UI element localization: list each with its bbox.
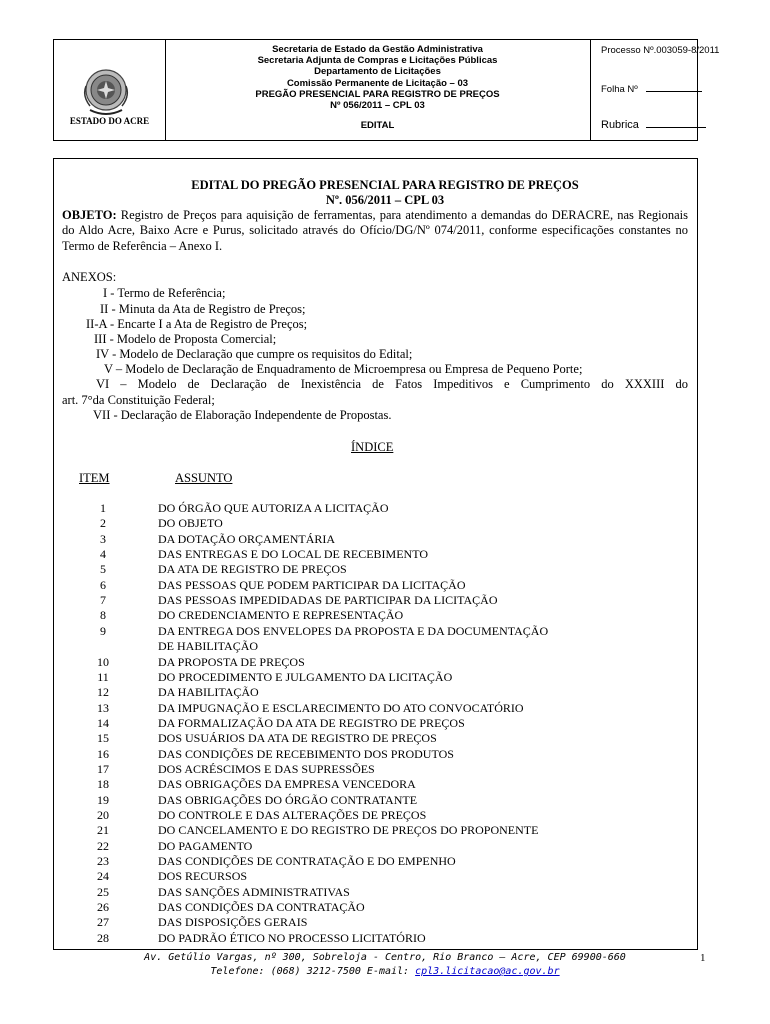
anexo-item: I - Termo de Referência; (103, 286, 226, 300)
index-item-number: 21 (97, 823, 109, 838)
state-name: ESTADO DO ACRE (69, 116, 150, 126)
index-item-number: 25 (97, 884, 109, 899)
objeto-text: Registro de Preços para aquisição de ferramentas, para atendimento a demandas do DERACRE, nas Regionais do Aldo Acre, Baixo Acre e Purus, solicitado através do Ofício/DG/Nº 074/2011, conforme especificações constantes no Termo de Referência – Anexo I. (62, 208, 688, 253)
index-item-subject: DO ÓRGÃO QUE AUTORIZA A LICITAÇÃO (158, 501, 389, 515)
objeto-label: OBJETO: (62, 208, 117, 222)
anexo-item: art. 7°da Constituição Federal; (62, 393, 215, 407)
anexo-item: VII - Declaração de Elaboração Independente de Propostas. (93, 408, 392, 422)
folha-label: Folha Nº (601, 84, 638, 95)
anexos-heading: ANEXOS: (62, 270, 117, 284)
index-item-number: 9 (100, 623, 106, 638)
rubrica-label: Rubrica (601, 119, 639, 131)
col-item-header: ITEM (79, 471, 110, 485)
index-item-subject: DOS USUÁRIOS DA ATA DE REGISTRO DE PREÇOS (158, 731, 437, 746)
header-line-1: Secretaria de Estado da Gestão Administrativa (272, 44, 483, 55)
index-item-subject: DO CANCELAMENTO E DO REGISTRO DE PREÇOS DO PROPONENTE (158, 823, 539, 838)
index-item-number: 7 (100, 593, 106, 608)
objeto-paragraph (62, 208, 688, 254)
index-item-number: 3 (100, 531, 106, 546)
index-item-subject: DO PAGAMENTO (158, 838, 253, 853)
folha-field (601, 82, 702, 95)
index-item-number: 26 (97, 900, 109, 915)
index-item-subject: DO PROCEDIMENTO E JULGAMENTO DA LICITAÇÃO (158, 669, 453, 684)
index-item-number: 11 (97, 669, 109, 684)
index-item-subject: DA ENTREGA DOS ENVELOPES DA PROPOSTA E DA DOCUMENTAÇÃO (158, 623, 549, 638)
col-assunto-header: ASSUNTO (175, 471, 233, 485)
anexo-item: III - Modelo de Proposta Comercial; (94, 332, 277, 346)
index-item-number: 18 (97, 777, 109, 792)
index-item-subject: DAS SANÇÕES ADMINISTRATIVAS (158, 884, 350, 899)
index-item-subject: DAS OBRIGAÇÕES DA EMPRESA VENCEDORA (158, 777, 416, 792)
index-item-number: 5 (100, 562, 106, 577)
index-item-number: 12 (97, 685, 109, 700)
index-item-number: 23 (97, 854, 109, 869)
index-item-subject: DA HABILITAÇÃO (158, 685, 259, 700)
index-item-number: 17 (97, 761, 109, 776)
index-item-number: 8 (100, 608, 106, 623)
institution-cell (165, 40, 591, 140)
index-item-subject: DA PROPOSTA DE PREÇOS (158, 654, 305, 669)
index-item-number: 13 (97, 700, 109, 715)
page-number: 1 (700, 952, 706, 964)
edital-title: EDITAL DO PREGÃO PRESENCIAL PARA REGISTRO DE PREÇOS (191, 178, 579, 192)
index-item-subject: DAS OBRIGAÇÕES DO ÓRGÃO CONTRATANTE (158, 792, 418, 807)
edital-number: Nº. 056/2011 – CPL 03 (325, 193, 445, 207)
header-line-3: Departamento de Licitações (314, 66, 441, 77)
index-item-number: 1 (100, 501, 106, 515)
anexo-item: V – Modelo de Declaração de Enquadramento de Microempresa ou Empresa de Pequeno Porte; (104, 362, 583, 376)
header-line-2: Secretaria Adjunta de Compras e Licitações Públicas (257, 55, 498, 66)
index-item-number: 10 (97, 654, 109, 669)
index-item-number: 16 (97, 746, 109, 761)
index-item-subject: DAS CONDIÇÕES DE CONTRATAÇÃO E DO EMPENHO (158, 854, 456, 869)
index-item-number: 22 (97, 838, 109, 853)
index-item-number: 6 (100, 577, 106, 592)
index-item-number: 2 (100, 516, 106, 531)
header-line-6: Nº 056/2011 – CPL 03 (330, 100, 425, 111)
index-item-subject: DAS PESSOAS QUE PODEM PARTICIPAR DA LICITAÇÃO (158, 577, 466, 592)
index-item-subject: DA ATA DE REGISTRO DE PREÇOS (158, 562, 347, 577)
process-cell (591, 40, 720, 140)
folha-blank (646, 82, 702, 92)
index-item-number: 24 (97, 869, 109, 884)
index-item-subject: DE HABILITAÇÃO (158, 639, 259, 654)
index-item-number: 20 (97, 808, 109, 822)
index-item-subject: DA FORMALIZAÇÃO DA ATA DE REGISTRO DE PREÇOS (158, 715, 465, 730)
anexo-item: IV - Modelo de Declaração que cumpre os requisitos do Edital; (96, 347, 413, 361)
index-item-subject: DOS ACRÉSCIMOS E DAS SUPRESSÕES (158, 761, 375, 776)
footer-phone: Telefone: (068) 3212-7500 E-mail: (210, 966, 410, 977)
index-item-subject: DAS ENTREGAS E DO LOCAL DE RECEBIMENTO (158, 547, 428, 562)
index-item-subject: DAS DISPOSIÇÕES GERAIS (158, 915, 308, 930)
index-item-subject: DO OBJETO (158, 516, 223, 531)
anexo-item: II - Minuta da Ata de Registro de Preços; (100, 302, 306, 316)
index-item-subject: DAS PESSOAS IMPEDIDADAS DE PARTICIPAR DA LICITAÇÃO (158, 593, 498, 608)
index-item-subject: DOS RECURSOS (158, 869, 248, 884)
rubrica-blank (646, 118, 706, 128)
index-item-subject: DO CONTROLE E DAS ALTERAÇÕES DE PREÇOS (158, 808, 427, 822)
index-item-subject: DAS CONDIÇÕES DA CONTRATAÇÃO (158, 900, 365, 915)
anexo-item: VI – Modelo de Declaração de Inexistência de Fatos Impeditivos e Cumprimento do XXXIII do (96, 377, 688, 391)
index-item-subject: DA DOTAÇÃO ORÇAMENTÁRIA (158, 531, 336, 546)
index-item-number: 28 (97, 930, 109, 945)
header-line-5: PREGÃO PRESENCIAL PARA REGISTRO DE PREÇOS (255, 89, 500, 100)
index-item-number: 4 (100, 547, 106, 562)
index-item-subject: DAS CONDIÇÕES DE RECEBIMENTO DOS PRODUTOS (158, 746, 454, 761)
crest-cell (54, 40, 166, 140)
index-item-number: 15 (97, 731, 109, 746)
footer-contact (0, 965, 770, 979)
edital-label: EDITAL (360, 120, 395, 131)
index-item-subject: DO PADRÃO ÉTICO NO PROCESSO LICITATÓRIO (158, 930, 426, 945)
rubrica-field (601, 118, 706, 131)
footer-email-link[interactable]: cpl3.licitacao@ac.gov.br (415, 966, 560, 977)
index-item-number: 27 (97, 915, 109, 930)
processo-number: Processo Nº.003059-8/2011 (601, 45, 720, 56)
index-item-number: 19 (97, 792, 109, 807)
index-item-subject: DA IMPUGNAÇÃO E ESCLARECIMENTO DO ATO CONVOCATÓRIO (158, 700, 524, 715)
document-header (53, 39, 720, 141)
anexo-item: II-A - Encarte I a Ata de Registro de Preços; (86, 317, 308, 331)
index-item-number: 14 (97, 715, 109, 730)
indice-heading: ÍNDICE (351, 440, 394, 454)
header-line-4: Comissão Permanente de Licitação – 03 (286, 78, 469, 89)
state-coat-of-arms-icon (80, 66, 132, 120)
footer-address: Av. Getúlio Vargas, nº 300, Sobreloja - Centro, Rio Branco – Acre, CEP 69900-660 (144, 952, 626, 963)
index-item-subject: DO CREDENCIAMENTO E REPRESENTAÇÃO (158, 608, 404, 623)
